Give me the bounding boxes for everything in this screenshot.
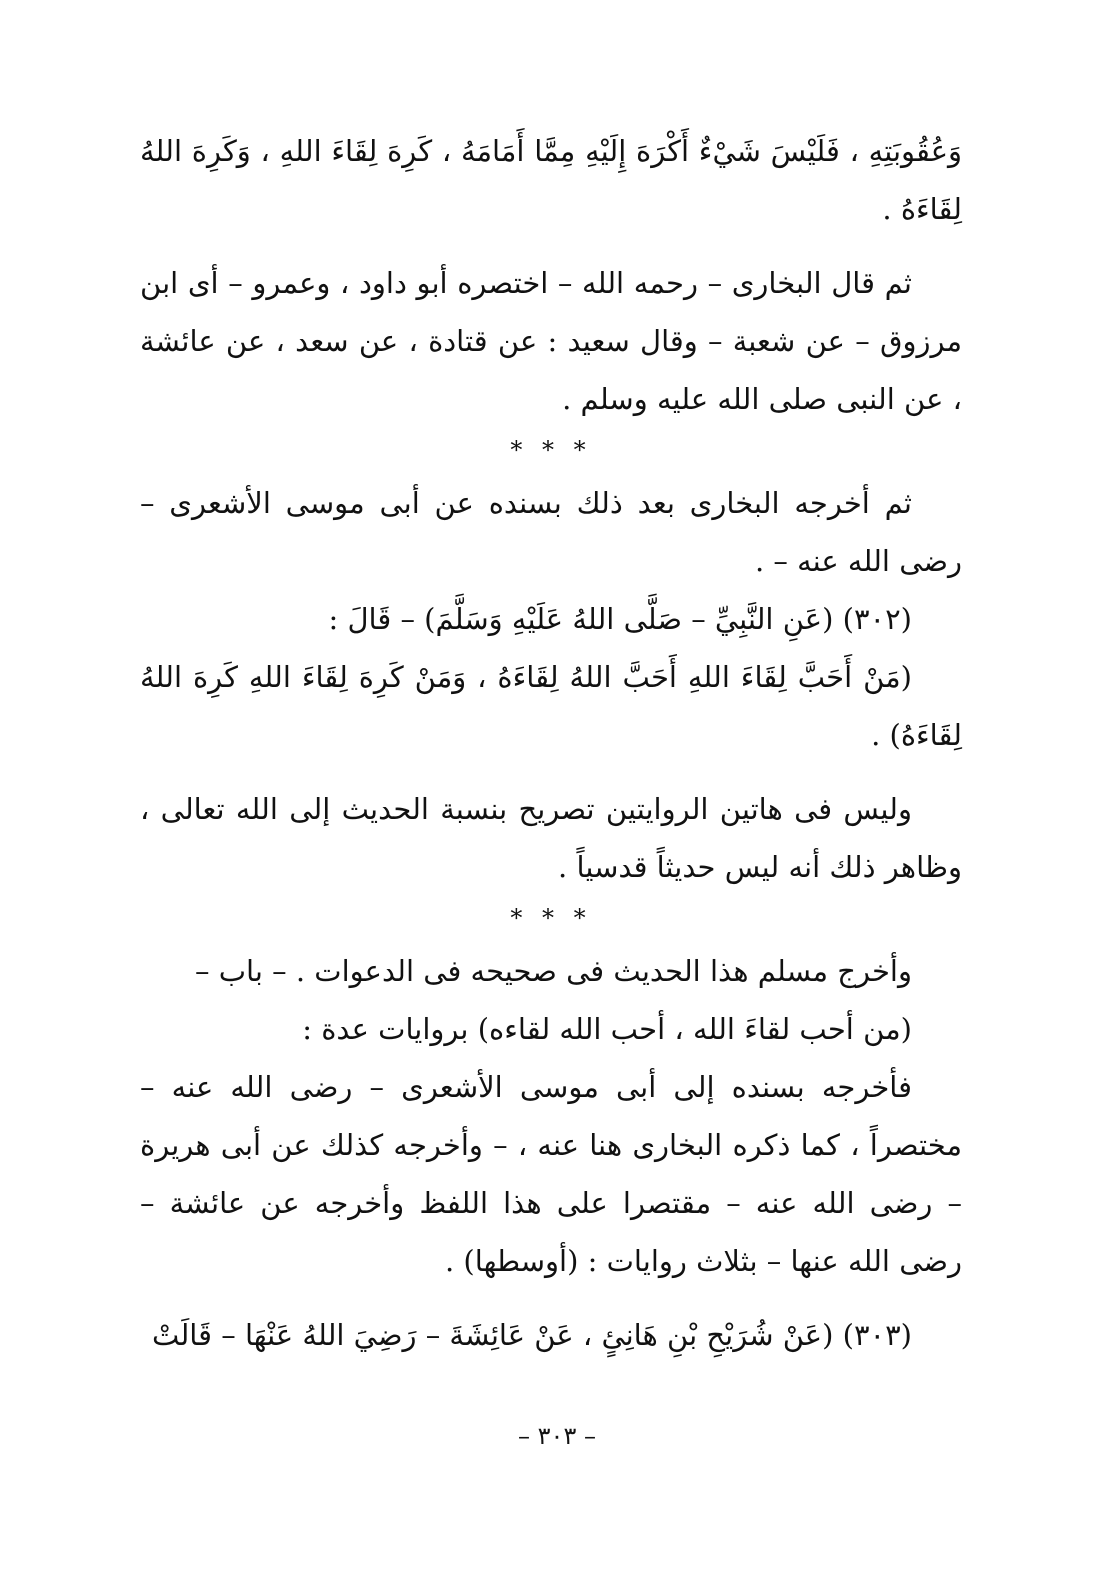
paragraph-narrations: فأخرجه بسنده إلى أبى موسى الأشعرى – رضى الله عنه – مختصراً ، كما ذكره البخارى هنا عنه ، – وأخرجه كذلك عن أبى هريرة – رضى الله عنه – مقتصرا على هذا اللفظ وأخرجه عن عائشة – رضى الله عنها – بثلاث روايات : (أوسطها) . (140, 1070, 962, 1278)
paragraph-muslim: وأخرج مسلم هذا الحديث فى صحيحه فى الدعوات . – باب – (195, 954, 912, 988)
paragraph-bukhari-narration: ثم قال البخارى – رحمه الله – اختصره أبو داود ، وعمرو – أى ابن مرزوق – عن شعبة – وقال سعيد : عن قتادة ، عن سعد ، عن عائشة ، عن النبى صلى الله عليه وسلم . (140, 266, 962, 416)
section-separator: * * * (510, 904, 592, 932)
paragraph-abu-musa: ثم أخرجه البخارى بعد ذلك بسنده عن أبى موسى الأشعرى – رضى الله عنه – . (140, 486, 962, 578)
paragraph-continuation: وَعُقُوبَتِهِ ، فَلَيْسَ شَيْءٌ أَكْرَهَ إِلَيْهِ مِمَّا أَمَامَهُ ، كَرِهَ لِقَاءَ اللهِ ، وَكَرِهَ اللهُ لِقَاءَهُ . (140, 134, 962, 226)
paragraph-commentary: وليس فى هاتين الروايتين تصريح بنسبة الحديث إلى الله تعالى ، وظاهر ذلك أنه ليس حديثاً قدسياً . (140, 792, 962, 884)
hadith-302-text: (مَنْ أَحَبَّ لِقَاءَ اللهِ أَحَبَّ اللهُ لِقَاءَهُ ، وَمَنْ كَرِهَ لِقَاءَ اللهِ كَرِهَ اللهُ لِقَاءَهُ) . (140, 660, 962, 752)
hadith-302-intro: (٣٠٢) (عَنِ النَّبِيِّ – صَلَّى اللهُ عَلَيْهِ وَسَلَّمَ) – قَالَ : (328, 602, 912, 636)
paragraph-chapter-title: (من أحب لقاءَ الله ، أحب الله لقاءه) بروايات عدة : (302, 1012, 912, 1046)
section-separator: * * * (510, 436, 592, 464)
page-number: – ٣٠٣ – (518, 1422, 596, 1450)
hadith-303-intro: (٣٠٣) (عَنْ شُرَيْحِ بْنِ هَانِئٍ ، عَنْ عَائِشَةَ – رَضِيَ اللهُ عَنْهَا – قَالَتْ (152, 1318, 912, 1352)
